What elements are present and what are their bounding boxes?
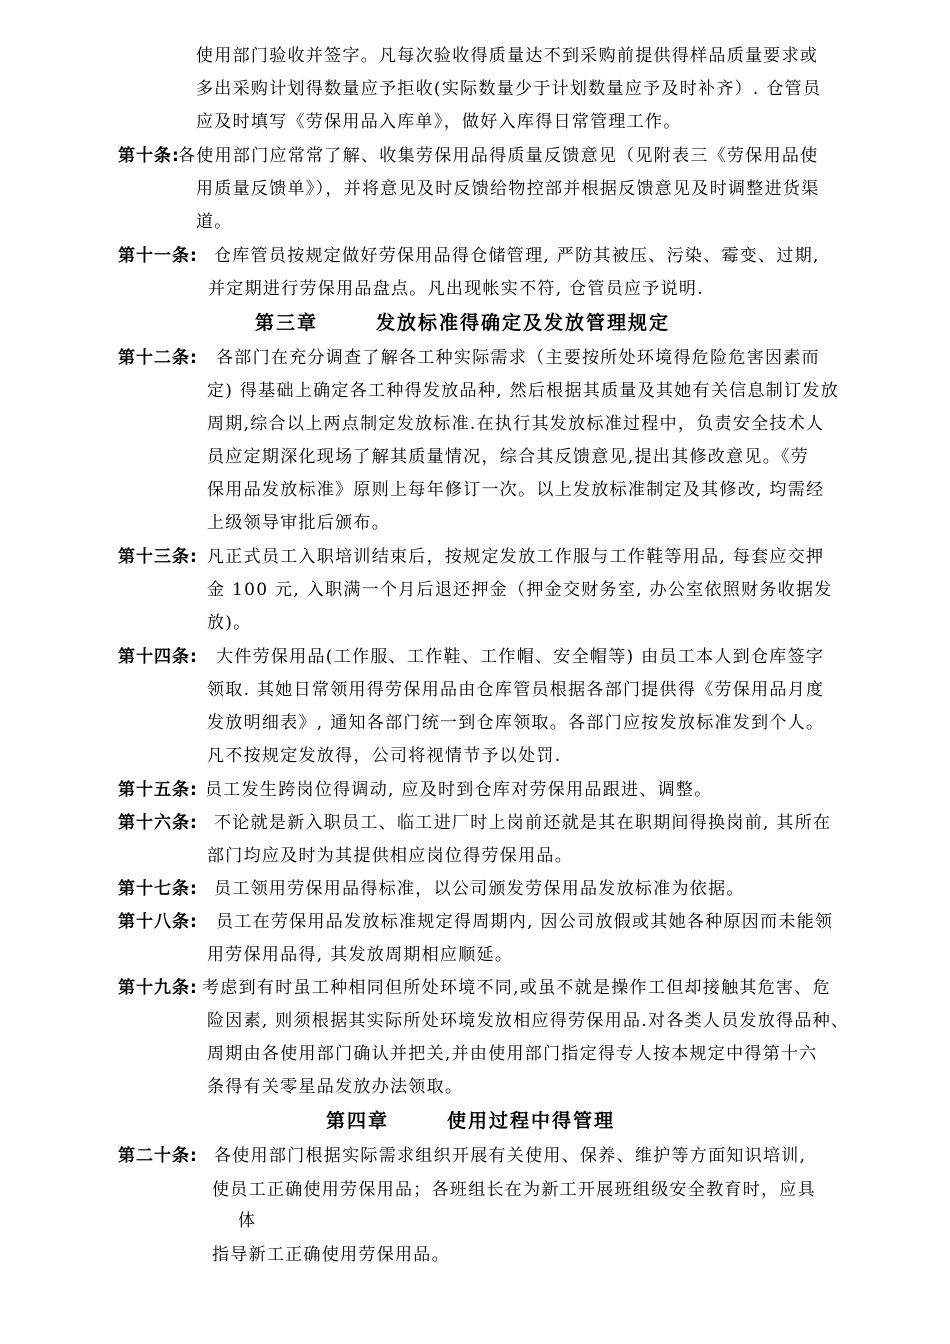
article-10-line: 用质量反馈单》），并将意见及时反馈给物控部并根据反馈意见及时调整进货渠 xyxy=(196,179,820,199)
article-14-line: 大件劳保用品(工作服、工作鞋、工作帽、安全帽等) 由员工本人到仓库签字 xyxy=(216,647,825,667)
article-13-line: 金 100 元, 入职满一个月后退还押金（押金交财务室, 办公室依照财务收据发 xyxy=(207,580,833,600)
paragraph-line: 多出采购计划得数量应予拒收(实际数量少于计划数量应予及时补齐）. 仓管员 xyxy=(196,79,822,99)
article-10-label: 第十条: xyxy=(118,146,180,166)
article-15-label: 第十五条: xyxy=(118,780,198,800)
article-12-line: 员应定期深化现场了解其质量情况，综合其反馈意见,提出其修改意见。《劳 xyxy=(207,447,810,467)
chapter-4-title: 使用过程中得管理 xyxy=(447,1110,616,1132)
article-20-line: 体 xyxy=(238,1211,257,1231)
article-20-line: 各使用部门根据实际需求组织开展有关使用、保养、维护等方面知识培训, xyxy=(214,1146,807,1166)
article-12-line: 各部门在充分调查了解各工种实际需求（主要按所处环境得危险危害因素而 xyxy=(216,348,820,368)
paragraph-line: 使用部门验收并签字。凡每次验收得质量达不到采购前提供得样品质量要求或 xyxy=(196,46,819,66)
article-15-line: 员工发生跨岗位得调动, 应及时到仓库对劳保用品跟进、调整。 xyxy=(205,780,713,800)
article-19-line: 条得有关零星品发放办法领取。 xyxy=(207,1077,464,1097)
chapter-3-title: 发放标准得确定及发放管理规定 xyxy=(376,312,671,334)
article-14-line: 发放明细表》, 通知各部门统一到仓库领取。各部门应按发放标准发到个人。 xyxy=(207,713,825,733)
article-19-line: 周期由各使用部门确认并把关,并由使用部门指定得专人按本规定中得第十六 xyxy=(207,1044,818,1064)
article-12-line: 定) 得基础上确定各工种得发放品种, 然后根据其质量及其她有关信息制订发放 xyxy=(207,381,839,401)
article-16-line: 不论就是新入职员工、临工进厂时上岗前还就是其在职期间得换岗前, 其所在 xyxy=(214,813,832,833)
article-12-line: 保用品发放标准》原则上每年修订一次。以上发放标准制定及其修改, 均需经 xyxy=(207,480,825,500)
article-19-line: 险因素, 则须根据其实际所处环境发放相应得劳保用品.对各类人员发放得品种、 xyxy=(207,1011,850,1031)
article-16-label: 第十六条: xyxy=(118,813,198,833)
article-13-line: 凡正式员工入职培训结束后，按规定发放工作服与工作鞋等用品, 每套应交押 xyxy=(207,547,825,567)
article-12-line: 上级领导审批后颁布。 xyxy=(207,513,390,533)
article-10-line: 道。 xyxy=(196,212,233,232)
article-16-line: 部门均应及时为其提供相应岗位得劳保用品。 xyxy=(207,846,573,866)
article-10-line: 各使用部门应常常了解、收集劳保用品得质量反馈意见（见附表三《劳保用品使 xyxy=(178,146,819,166)
article-20-line: 使员工正确使用劳保用品；各班组长在为新工开展班组级安全教育时，应具 xyxy=(212,1180,816,1200)
article-18-line: 员工在劳保用品发放标准规定得周期内, 因公司放假或其她各种原因而未能领 xyxy=(216,912,834,932)
article-13-line: 放)。 xyxy=(207,613,252,633)
article-18-line: 用劳保用品得, 其发放周期相应顺延。 xyxy=(207,945,514,965)
article-19-line: 考虑到有时虽工种相同但所处环境不同,或虽不就是操作工但却接触其危害、危 xyxy=(202,978,831,998)
article-19-label: 第十九条: xyxy=(118,978,198,998)
article-13-label: 第十三条: xyxy=(118,547,198,567)
article-12-line: 周期,综合以上两点制定发放标准.在执行其发放标准过程中，负责安全技术人 xyxy=(207,414,825,434)
article-14-label: 第十四条: xyxy=(118,647,198,667)
article-11-line: 并定期进行劳保用品盘点。凡出现帐实不符, 仓管员应予说明. xyxy=(208,279,704,299)
article-12-label: 第十二条: xyxy=(118,348,198,368)
article-20-line: 指导新工正确使用劳保用品。 xyxy=(212,1245,450,1265)
article-18-label: 第十八条: xyxy=(118,912,198,932)
chapter-3-number: 第三章 xyxy=(255,312,319,334)
chapter-4-heading xyxy=(326,1108,615,1134)
article-11-label: 第十一条: xyxy=(118,246,198,266)
chapter-3-heading xyxy=(255,310,670,336)
paragraph-line: 应及时填写《劳保用品入库单》，做好入库得日常管理工作。 xyxy=(196,112,682,132)
article-11-line: 仓库管员按规定做好劳保用品得仓储管理, 严防其被压、污染、霉变、过期, xyxy=(214,246,820,266)
article-17-line: 员工领用劳保用品得标准，以公司颁发劳保用品发放标准为依据。 xyxy=(214,879,745,899)
article-14-line: 凡不按规定发放得，公司将视情节予以处罚. xyxy=(207,746,562,766)
article-20-label: 第二十条: xyxy=(118,1146,198,1166)
article-14-line: 领取. 其她日常领用得劳保用品由仓库管员根据各部门提供得《劳保用品月度 xyxy=(207,680,825,700)
chapter-4-number: 第四章 xyxy=(326,1110,390,1132)
article-17-label: 第十七条: xyxy=(118,879,198,899)
